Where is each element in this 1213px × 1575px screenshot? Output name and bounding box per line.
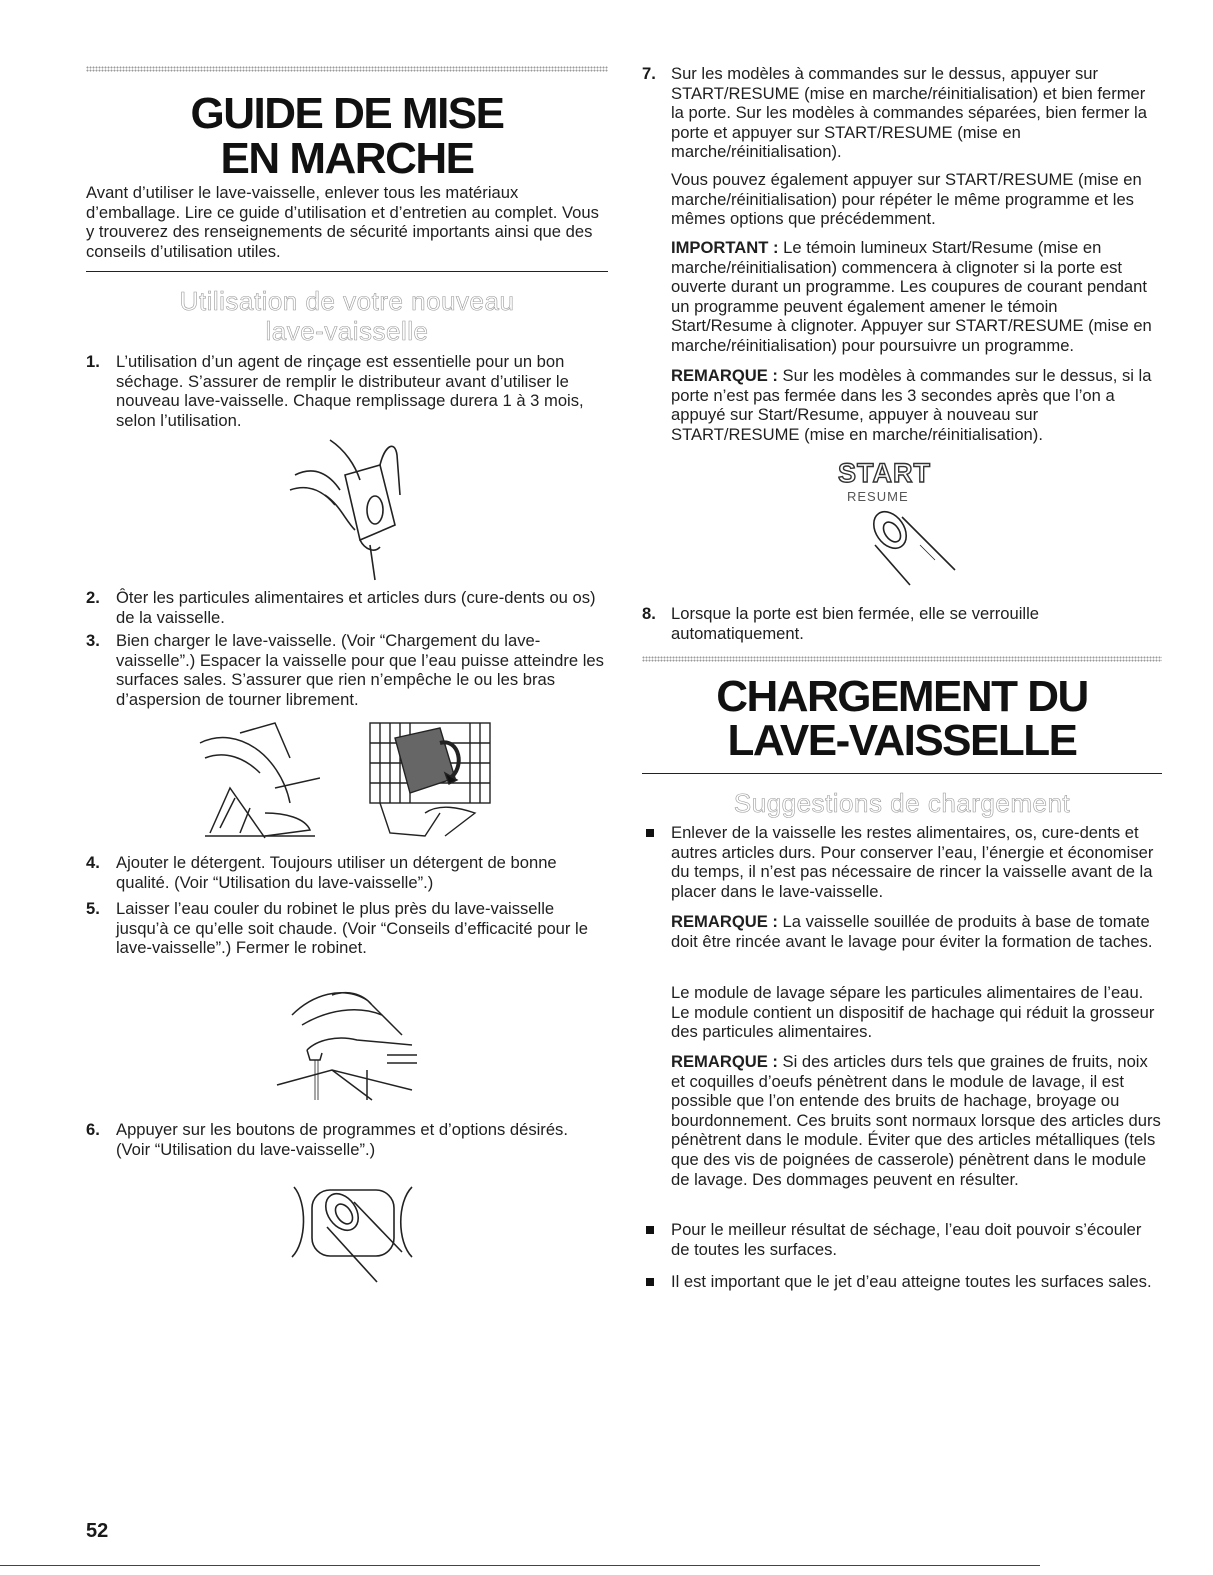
step-number: 8. [642, 604, 656, 623]
intro-paragraph: Avant d’utiliser le lave-vaisselle, enlever tous les matériaux d’emballage. Lire ce guide d’utilisation et d’entretien au complet. Vous y trouverez des renseignements de sécurité importants ainsi que des conseils d’utilisation utiles. [86, 183, 599, 261]
page-number: 52 [86, 1520, 109, 1542]
step-number: 5. [86, 899, 100, 918]
step-number: 3. [86, 631, 100, 650]
start-button-press-illustration [860, 505, 960, 590]
bullet-marker [646, 1278, 654, 1286]
step-text: Appuyer sur les boutons de programmes et d’options désirés. (Voir “Utilisation du lave-vaisselle”.) [116, 1120, 568, 1159]
section-heading-line2: lave-vaisselle [265, 316, 429, 346]
remarque-text: Si des articles durs tels que graines de fruits, noix et coquilles d’oeufs pénètrent dans le module de lavage, il est possible que l’on entende des bruits de hachage, broyage ou bourdonnement. Ces bruits sont normaux lorsque des articles durs pénètrent dans le module. Éviter que des articles métalliques (tels que des vis de poignées de casserole) pénètrent dans le module de lavage. Des dommages peuvent en résulter. [671, 1052, 1161, 1189]
remarque-note [671, 366, 1161, 444]
bullet-marker [646, 829, 654, 837]
loading-suggestions-heading: Suggestions de chargement [733, 788, 1071, 818]
button-press-illustration [282, 1182, 422, 1287]
step-text: Laisser l’eau couler du robinet le plus près du lave-vaisselle jusqu’à ce qu’elle soit chaude. (Voir “Conseils d’efficacité pour le lave-vaisselle”.) Fermer le robinet. [116, 899, 588, 958]
step-text: Ajouter le détergent. Toujours utiliser un détergent de bonne qualité. (Voir “Utilisation du lave-vaisselle”.) [116, 853, 557, 892]
remarque-note [671, 1052, 1161, 1189]
wash-module-paragraph: Le module de lavage sépare les particules alimentaires de l’eau. Le module contient un dispositif de hachage qui réduit la grosseur des particules alimentaires. [671, 983, 1155, 1042]
dishwasher-rack-illustration [365, 718, 495, 843]
step-text: L’utilisation d’un agent de rinçage est essentielle pour un bon séchage. S’assurer de remplir le distributeur avant d’utiliser le nouveau lave-vaisselle. Chaque remplissage durera 1 à 3 mois, selon l’utilisation. [116, 352, 584, 430]
step-text: Bien charger le lave-vaisselle. (Voir “Chargement du lave-vaisselle”.) Espacer la vaisselle pour que l’eau puisse atteindre les surfaces sales. S’assurer que rien n’empêche le ou les bras d’aspersion de tourner librement. [116, 631, 604, 709]
section-divider [642, 773, 1162, 774]
start-button-label: START [838, 458, 931, 488]
section-heading-line1: Utilisation de votre nouveau [179, 286, 515, 316]
loading-dishes-illustration [195, 718, 320, 843]
bullet-text: Il est important que le jet d’eau atteigne toutes les surfaces sales. [671, 1272, 1152, 1291]
faucet-illustration [272, 975, 422, 1105]
step-number: 2. [86, 588, 100, 607]
step7-repeat-paragraph: Vous pouvez également appuyer sur START/RESUME (mise en marche/réinitialisation) pour répéter le même programme et les mêmes options que précédemment. [671, 170, 1142, 229]
page-title-line2: EN MARCHE [220, 134, 474, 183]
bullet-text: Enlever de la vaisselle les restes alimentaires, os, cure-dents et autres articles durs. Pour conserver l’eau, l’énergie et économiser du temps, il n’est pas nécessaire de rincer la vaisselle avant de la placer dans le lave-vaisselle. [671, 823, 1154, 901]
important-label: IMPORTANT : [671, 238, 779, 257]
step-text: Lorsque la porte est bien fermée, elle se verrouille automatiquement. [671, 604, 1040, 643]
bullet-text: Pour le meilleur résultat de séchage, l’eau doit pouvoir s’écouler de toutes les surfaces. [671, 1220, 1142, 1259]
remarque-label: REMARQUE : [671, 1052, 778, 1071]
remarque-text: La vaisselle souillée de produits à base de tomate doit être rincée avant le lavage pour éviter la formation de taches. [671, 912, 1153, 951]
step-text: Ôter les particules alimentaires et articles durs (cure-dents ou os) de la vaisselle. [116, 588, 596, 627]
intro-divider [86, 271, 608, 272]
step-number: 1. [86, 352, 100, 371]
resume-button-label: RESUME [847, 489, 909, 504]
step-number: 6. [86, 1120, 100, 1139]
step-number: 4. [86, 853, 100, 872]
top-dotted-rule [86, 66, 608, 72]
bottom-rule [0, 1565, 1040, 1566]
section-dotted-rule [642, 656, 1162, 662]
remarque-label: REMARQUE : [671, 912, 778, 931]
important-text: Le témoin lumineux Start/Resume (mise en marche/réinitialisation) commencera à clignoter si la porte est ouverte durant un programme. Les coupures de courant pendant un programme peuvent également amener le témoin Start/Resume à clignoter. Appuyer sur START/RESUME (mise en marche/réinitialisation) pour poursuivre un programme. [671, 238, 1152, 355]
step-text: Sur les modèles à commandes sur le dessus, appuyer sur START/RESUME (mise en marche/réinitialisation) et bien fermer la porte. Sur les modèles à commandes séparées, bien fermer la porte et appuyer sur START/RESUME (mise en marche/réinitialisation). [671, 64, 1147, 162]
important-note [671, 238, 1161, 356]
page-title-line1: GUIDE DE MISE [190, 89, 504, 138]
step-number: 7. [642, 64, 656, 83]
section-title-line1: CHARGEMENT DU [716, 672, 1088, 721]
remarque-text: Sur les modèles à commandes sur le dessus, si la porte n’est pas fermée dans les 3 secondes après que l’on a appuyé sur Start/Resume, appuyer à nouveau sur START/RESUME (mise en marche/réinitialisation). [671, 366, 1152, 444]
section-title-line2: LAVE-VAISSELLE [727, 716, 1077, 765]
bullet-marker [646, 1226, 654, 1234]
remarque-note [671, 912, 1161, 951]
remarque-label: REMARQUE : [671, 366, 778, 385]
rinse-aid-illustration [285, 435, 425, 585]
